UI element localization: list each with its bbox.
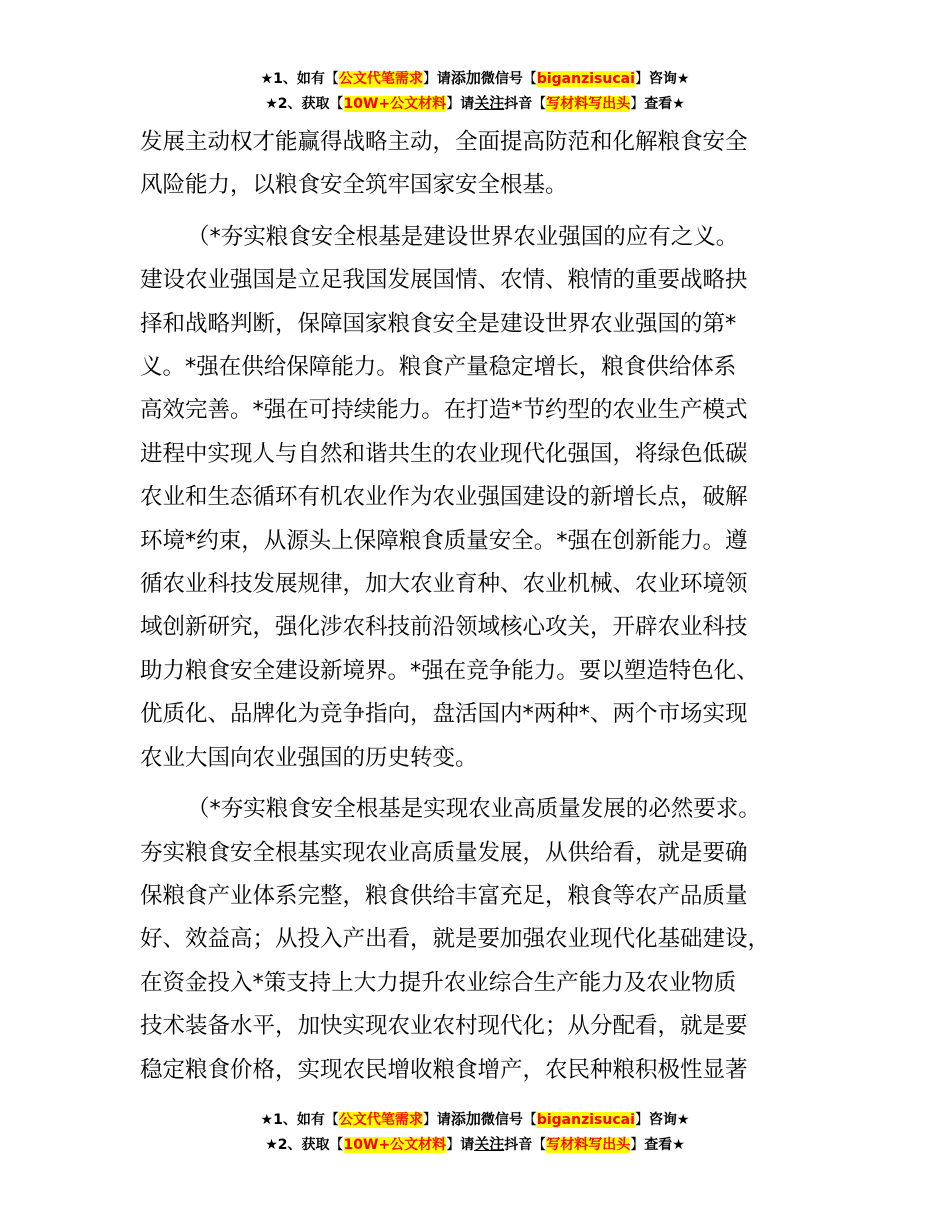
banner-1-text: 请: [436, 71, 451, 87]
text-line: 助力粮食安全建设新境界。*强在竞争能力。要以塑造特色化、: [140, 657, 759, 684]
banner-2-bracket-close: 】: [446, 96, 461, 112]
banner-2-highlight-materials: 10W+公文材料: [343, 96, 447, 112]
footer-2-prefix: ★2、获取: [265, 1137, 330, 1153]
footer-2-bracket-open: 【: [329, 1137, 344, 1153]
banner-1-text-wechat: 微信号: [480, 71, 523, 87]
footer-line-1: [0, 1107, 950, 1132]
paragraph-3: [140, 788, 840, 1092]
text-line: 域创新研究，强化涉农科技前沿领域核心攻关，开辟农业科技: [140, 614, 748, 641]
footer-2-text: 请: [460, 1137, 475, 1153]
footer-2-highlight-account: 写材料写出头: [546, 1137, 631, 1153]
text-line: 进程中实现人与自然和谐共生的农业现代化强国，将绿色低碳: [140, 440, 748, 467]
banner-1-highlight-service: 公文代笔需求: [338, 71, 423, 87]
footer-1-prefix: ★1、如有: [260, 1112, 325, 1128]
banner-2-text-follow: 关注: [474, 94, 505, 112]
text-line: 择和战略判断，保障国家粮食安全是建设世界农业强国的第*: [140, 310, 737, 337]
banner-2-prefix: ★2、获取: [265, 96, 330, 112]
banner-1-bracket-open: 【: [324, 71, 339, 87]
banner-1-suffix: 咨询★: [648, 71, 690, 87]
footer-banner: [0, 1107, 950, 1157]
paragraph-gap: [140, 208, 840, 216]
banner-2-highlight-account: 写材料写出头: [546, 96, 631, 112]
text-line: 建设农业强国是立足我国发展国情、农情、粮情的重要战略抉: [140, 267, 748, 294]
footer-1-suffix: 咨询★: [648, 1112, 690, 1128]
text-line: 义。*强在供给保障能力。粮食产量稳定增长，粮食供给体系: [140, 354, 737, 381]
banner-1-highlight-wechat-id: biganzisucai: [536, 71, 635, 87]
banner-line-1: [0, 66, 950, 91]
text-line: 稳定粮食价格，实现农民增收粮食增产，农民种粮积极性显著: [140, 1056, 748, 1083]
header-banner: [0, 66, 950, 116]
text-line: 高效完善。*强在可持续能力。在打造*节约型的农业生产模式: [140, 397, 748, 424]
footer-1-bracket-open: 【: [324, 1112, 339, 1128]
footer-2-bracket-close: 】: [446, 1137, 461, 1153]
text-line: 环境*约束，从源头上保障粮食质量安全。*强在创新能力。遵: [140, 527, 748, 554]
footer-1-text-wechat: 微信号: [480, 1112, 523, 1128]
text-line: 农业和生态循环有机农业作为农业强国建设的新增长点，破解: [140, 484, 748, 511]
banner-2-text: 请: [460, 96, 475, 112]
text-line: 优质化、品牌化为竞争指向，盘活国内*两种*、两个市场实现: [140, 701, 748, 728]
document-body: [140, 121, 840, 1092]
text-line: 保粮食产业体系完整，粮食供给丰富充足，粮食等农产品质量: [140, 882, 748, 909]
banner-1-bracket-open-2: 【: [522, 71, 537, 87]
paragraph-2: [140, 216, 840, 780]
footer-1-text-add: 添加: [450, 1110, 481, 1128]
banner-line-2: [0, 91, 950, 116]
text-line: 风险能力，以粮食安全筑牢国家安全根基。: [140, 172, 568, 199]
banner-2-bracket-open-2: 【: [532, 96, 547, 112]
text-line: 循农业科技发展规律，加大农业育种、农业机械、农业环境领: [140, 571, 748, 598]
banner-1-text-add: 添加: [450, 69, 481, 87]
text-line: 在资金投入*策支持上大力提升农业综合生产能力及农业物质: [140, 969, 737, 996]
footer-2-text-follow: 关注: [474, 1135, 505, 1153]
paragraph-gap: [140, 780, 840, 788]
footer-2-suffix: 查看★: [644, 1137, 685, 1153]
text-line: 发展主动权才能赢得战略主动，全面提高防范和化解粮食安全: [140, 129, 748, 155]
footer-2-bracket-open-2: 【: [532, 1137, 547, 1153]
text-line: 农业大国向农业强国的历史转变。: [140, 744, 478, 771]
text-line: （*夯实粮食安全根基是建设世界农业强国的应有之义。: [187, 223, 739, 250]
footer-line-2: [0, 1132, 950, 1157]
footer-1-bracket-close-2: 】: [634, 1112, 649, 1128]
footer-1-text: 请: [436, 1112, 451, 1128]
footer-2-bracket-close-2: 】: [630, 1137, 645, 1153]
banner-2-bracket-open: 【: [329, 96, 344, 112]
footer-1-highlight-service: 公文代笔需求: [338, 1112, 423, 1128]
text-line: （*夯实粮食安全根基是实现农业高质量发展的必然要求。: [187, 796, 761, 823]
footer-1-bracket-open-2: 【: [522, 1112, 537, 1128]
text-line: 好、效益高；从投入产出看，就是要加强农业现代化基础建设，: [140, 926, 771, 953]
banner-1-bracket-close-2: 】: [634, 71, 649, 87]
paragraph-1: [140, 121, 840, 208]
text-line: 技术装备水平，加快实现农业农村现代化；从分配看，就是要: [140, 1013, 748, 1040]
footer-2-text-douyin: 抖音: [504, 1137, 533, 1153]
banner-2-suffix: 查看★: [644, 96, 685, 112]
banner-2-text-douyin: 抖音: [504, 96, 533, 112]
text-line: 夯实粮食安全根基实现农业高质量发展，从供给看，就是要确: [140, 839, 748, 866]
footer-1-highlight-wechat-id: biganzisucai: [536, 1112, 635, 1128]
banner-1-bracket-close: 】: [422, 71, 437, 87]
banner-2-bracket-close-2: 】: [630, 96, 645, 112]
banner-1-prefix: ★1、如有: [260, 71, 325, 87]
footer-2-highlight-materials: 10W+公文材料: [343, 1137, 447, 1153]
footer-1-bracket-close: 】: [422, 1112, 437, 1128]
